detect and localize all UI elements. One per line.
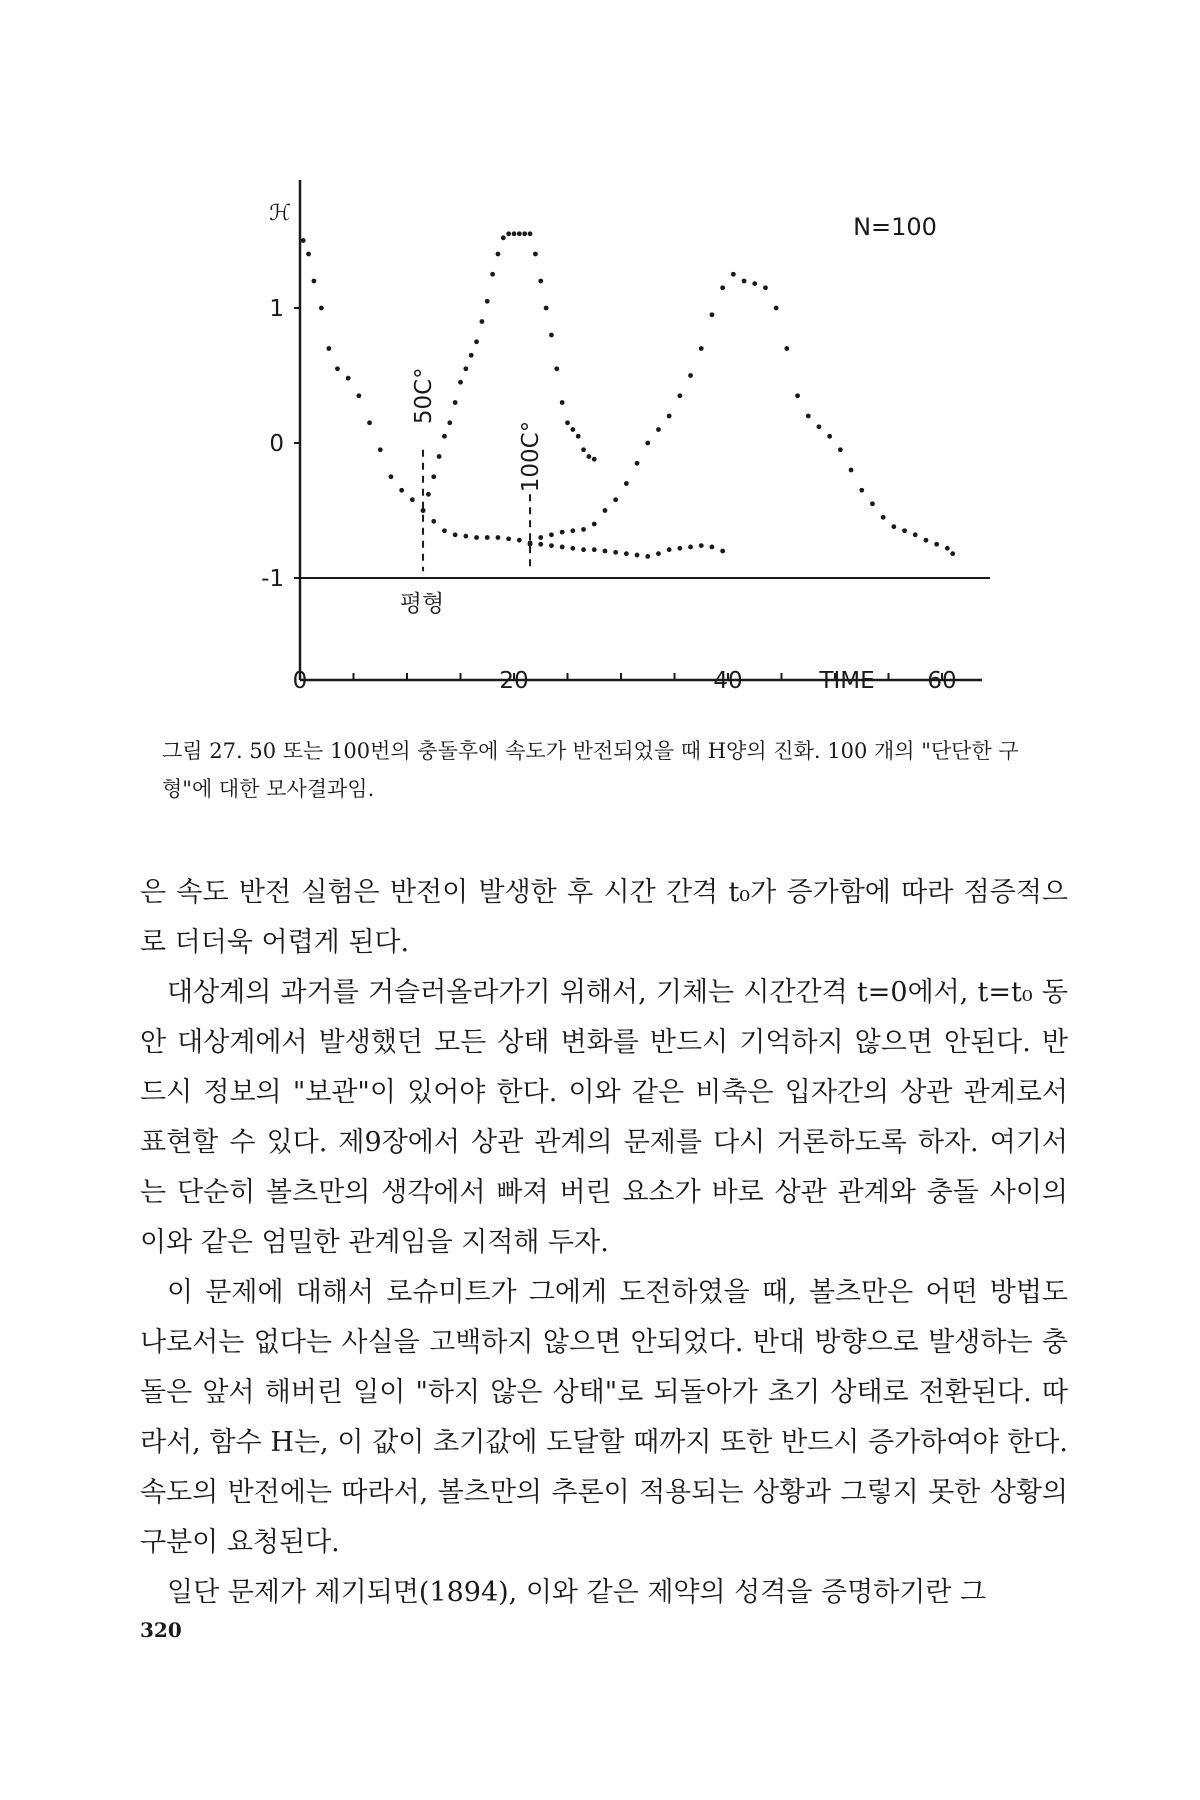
data-point	[549, 333, 554, 338]
data-point	[453, 400, 458, 405]
data-point	[335, 366, 340, 371]
data-point	[485, 535, 490, 540]
x-tick-label: TIME	[819, 668, 875, 694]
data-point	[389, 474, 394, 479]
data-point	[458, 380, 463, 385]
data-point	[496, 535, 501, 540]
data-point	[950, 551, 955, 556]
data-point	[528, 231, 533, 236]
figure-caption	[162, 732, 1062, 808]
x-tick-label: 20	[499, 668, 529, 694]
data-point	[934, 542, 939, 547]
data-point	[945, 546, 950, 551]
y-tick-label: -1	[261, 566, 284, 592]
data-point	[592, 457, 597, 462]
data-point	[538, 542, 543, 547]
data-point	[453, 532, 458, 537]
data-point	[688, 373, 693, 378]
data-point	[635, 461, 640, 466]
data-point	[512, 231, 517, 236]
data-point	[301, 238, 306, 243]
data-point	[720, 549, 725, 554]
data-point	[431, 474, 436, 479]
data-point	[924, 538, 929, 543]
data-point	[576, 434, 581, 439]
data-point	[731, 272, 736, 277]
data-point	[421, 508, 426, 513]
data-point	[645, 441, 650, 446]
data-point	[442, 434, 447, 439]
data-point	[710, 312, 715, 317]
data-point	[592, 547, 597, 552]
data-point	[549, 543, 554, 548]
reversal-marker-label: 50C°	[411, 367, 438, 425]
data-point	[538, 535, 543, 540]
data-point	[603, 549, 608, 554]
data-point	[581, 547, 586, 552]
data-point	[560, 400, 565, 405]
data-point	[506, 231, 511, 236]
data-point	[319, 306, 324, 311]
paragraph: 은 속도 반전 실험은 반전이 발생한 후 시간 간격 t₀가 증가함에 따라 점증적으로 더더욱 어렵게 된다.	[140, 877, 1068, 958]
data-point	[752, 281, 757, 286]
data-point	[474, 339, 479, 344]
data-point	[346, 376, 351, 381]
data-point	[312, 279, 317, 284]
data-point	[677, 393, 682, 398]
data-point	[410, 497, 415, 502]
page-number: 320	[140, 1618, 182, 1642]
data-point	[570, 427, 575, 432]
paragraph: 일단 문제가 제기되면(1894), 이와 같은 제약의 성격을 증명하기란 그	[167, 1577, 987, 1608]
data-point	[827, 434, 832, 439]
data-point	[517, 231, 522, 236]
data-point	[699, 543, 704, 548]
data-point	[656, 551, 661, 556]
chart-labels	[261, 201, 957, 694]
data-point	[870, 501, 875, 506]
data-point	[544, 306, 549, 311]
data-point	[485, 299, 490, 304]
data-point	[688, 545, 693, 550]
data-point	[506, 536, 511, 541]
data-point	[806, 414, 811, 419]
data-point	[517, 538, 522, 543]
reversal-marker-label: 100C°	[518, 420, 545, 493]
data-point	[528, 542, 533, 547]
n-annotation: N=100	[853, 213, 937, 241]
data-point	[306, 252, 311, 257]
data-point	[442, 528, 447, 533]
x-tick-label: 0	[292, 668, 308, 694]
y-tick-label: 0	[269, 431, 284, 457]
data-point	[463, 534, 468, 539]
data-point	[570, 528, 575, 533]
data-point	[677, 546, 682, 551]
data-point	[587, 454, 592, 459]
data-point	[881, 515, 886, 520]
data-point	[469, 353, 474, 358]
data-point	[431, 519, 436, 524]
data-point	[426, 492, 431, 497]
data-point	[795, 393, 800, 398]
caption-label: 그림 27.	[162, 739, 243, 763]
data-point	[624, 551, 629, 556]
data-point	[554, 366, 559, 371]
data-point	[913, 532, 918, 537]
y-axis-symbol: ℋ	[269, 201, 291, 226]
x-tick-label: 60	[927, 668, 957, 694]
data-point	[624, 481, 629, 486]
data-point	[463, 366, 468, 371]
data-point	[480, 319, 485, 324]
data-point	[549, 532, 554, 537]
equilibrium-label: 평형	[399, 591, 445, 617]
data-point	[763, 285, 768, 290]
data-point	[474, 535, 479, 540]
data-point	[533, 252, 538, 257]
data-point	[667, 547, 672, 552]
data-point	[784, 346, 789, 351]
chart-axes	[294, 180, 990, 680]
data-point	[838, 447, 843, 452]
data-point	[817, 424, 822, 429]
chart-marks	[301, 231, 955, 571]
data-point	[656, 427, 661, 432]
data-point	[774, 306, 779, 311]
data-point	[592, 522, 597, 527]
data-point	[859, 488, 864, 493]
data-point	[356, 393, 361, 398]
data-point	[849, 468, 854, 473]
data-point	[560, 545, 565, 550]
paragraph: 이 문제에 대해서 로슈미트가 그에게 도전하였을 때, 볼츠만은 어떤 방법도 나로서는 없다는 사실을 고백하지 않으면 안되었다. 반대 방향으로 발생하는 충돌은 앞서 해버린 일이 "하지 않은 상태"로 되돌아가 초기 상태로 전환된다. 따라서, 함수 H는, 이 값이 초기값에 도달할 때까지 또한 반드시 증가하여야 한다. 속도의 반전에는 따라서, 볼츠만의 추론이 적용되는 상황과 그렇지 못한 상황의 구분이 요청된다.	[140, 1277, 1068, 1558]
data-point	[447, 420, 452, 425]
data-point	[490, 272, 495, 277]
data-point	[560, 530, 565, 535]
body-text	[140, 868, 1068, 1618]
data-point	[720, 285, 725, 290]
data-point	[570, 546, 575, 551]
figure-chart	[0, 0, 1200, 720]
data-point	[742, 279, 747, 284]
data-point	[603, 508, 608, 513]
data-point	[565, 420, 570, 425]
data-point	[496, 252, 501, 257]
data-point	[378, 447, 383, 452]
data-point	[635, 553, 640, 558]
data-point	[613, 550, 618, 555]
data-point	[613, 497, 618, 502]
data-point	[581, 447, 586, 452]
data-point	[667, 414, 672, 419]
data-point	[581, 527, 586, 532]
data-point	[501, 235, 506, 240]
data-point	[522, 231, 527, 236]
data-point	[538, 279, 543, 284]
data-point	[902, 528, 907, 533]
data-point	[891, 524, 896, 529]
data-point	[326, 346, 331, 351]
data-point	[399, 488, 404, 493]
data-point	[367, 420, 372, 425]
data-point	[645, 554, 650, 559]
y-tick-label: 1	[269, 296, 284, 322]
data-point	[437, 454, 442, 459]
data-point	[699, 346, 704, 351]
x-tick-label: 40	[713, 668, 743, 694]
data-point	[710, 545, 715, 550]
caption-text: 50 또는 100번의 충돌후에 속도가 반전되었을 때 H양의 진화. 100 개의 "단단한 구형"에 대한 모사결과임.	[162, 739, 1019, 801]
paragraph: 대상계의 과거를 거슬러올라가기 위해서, 기체는 시간간격 t=0에서, t=t₀ 동안 대상계에서 발생했던 모든 상태 변화를 반드시 기억하지 않으면 안된다. 반드시 정보의 "보관"이 있어야 한다. 이와 같은 비축은 입자간의 상관 관계로서 표현할 수 있다. 제9장에서 상관 관계의 문제를 다시 거론하도록 하자. 여기서는 단순히 볼츠만의 생각에서 빠져 버린 요소가 바로 상관 관계와 충돌 사이의 이와 같은 엄밀한 관계임을 지적해 두자.	[140, 977, 1068, 1258]
